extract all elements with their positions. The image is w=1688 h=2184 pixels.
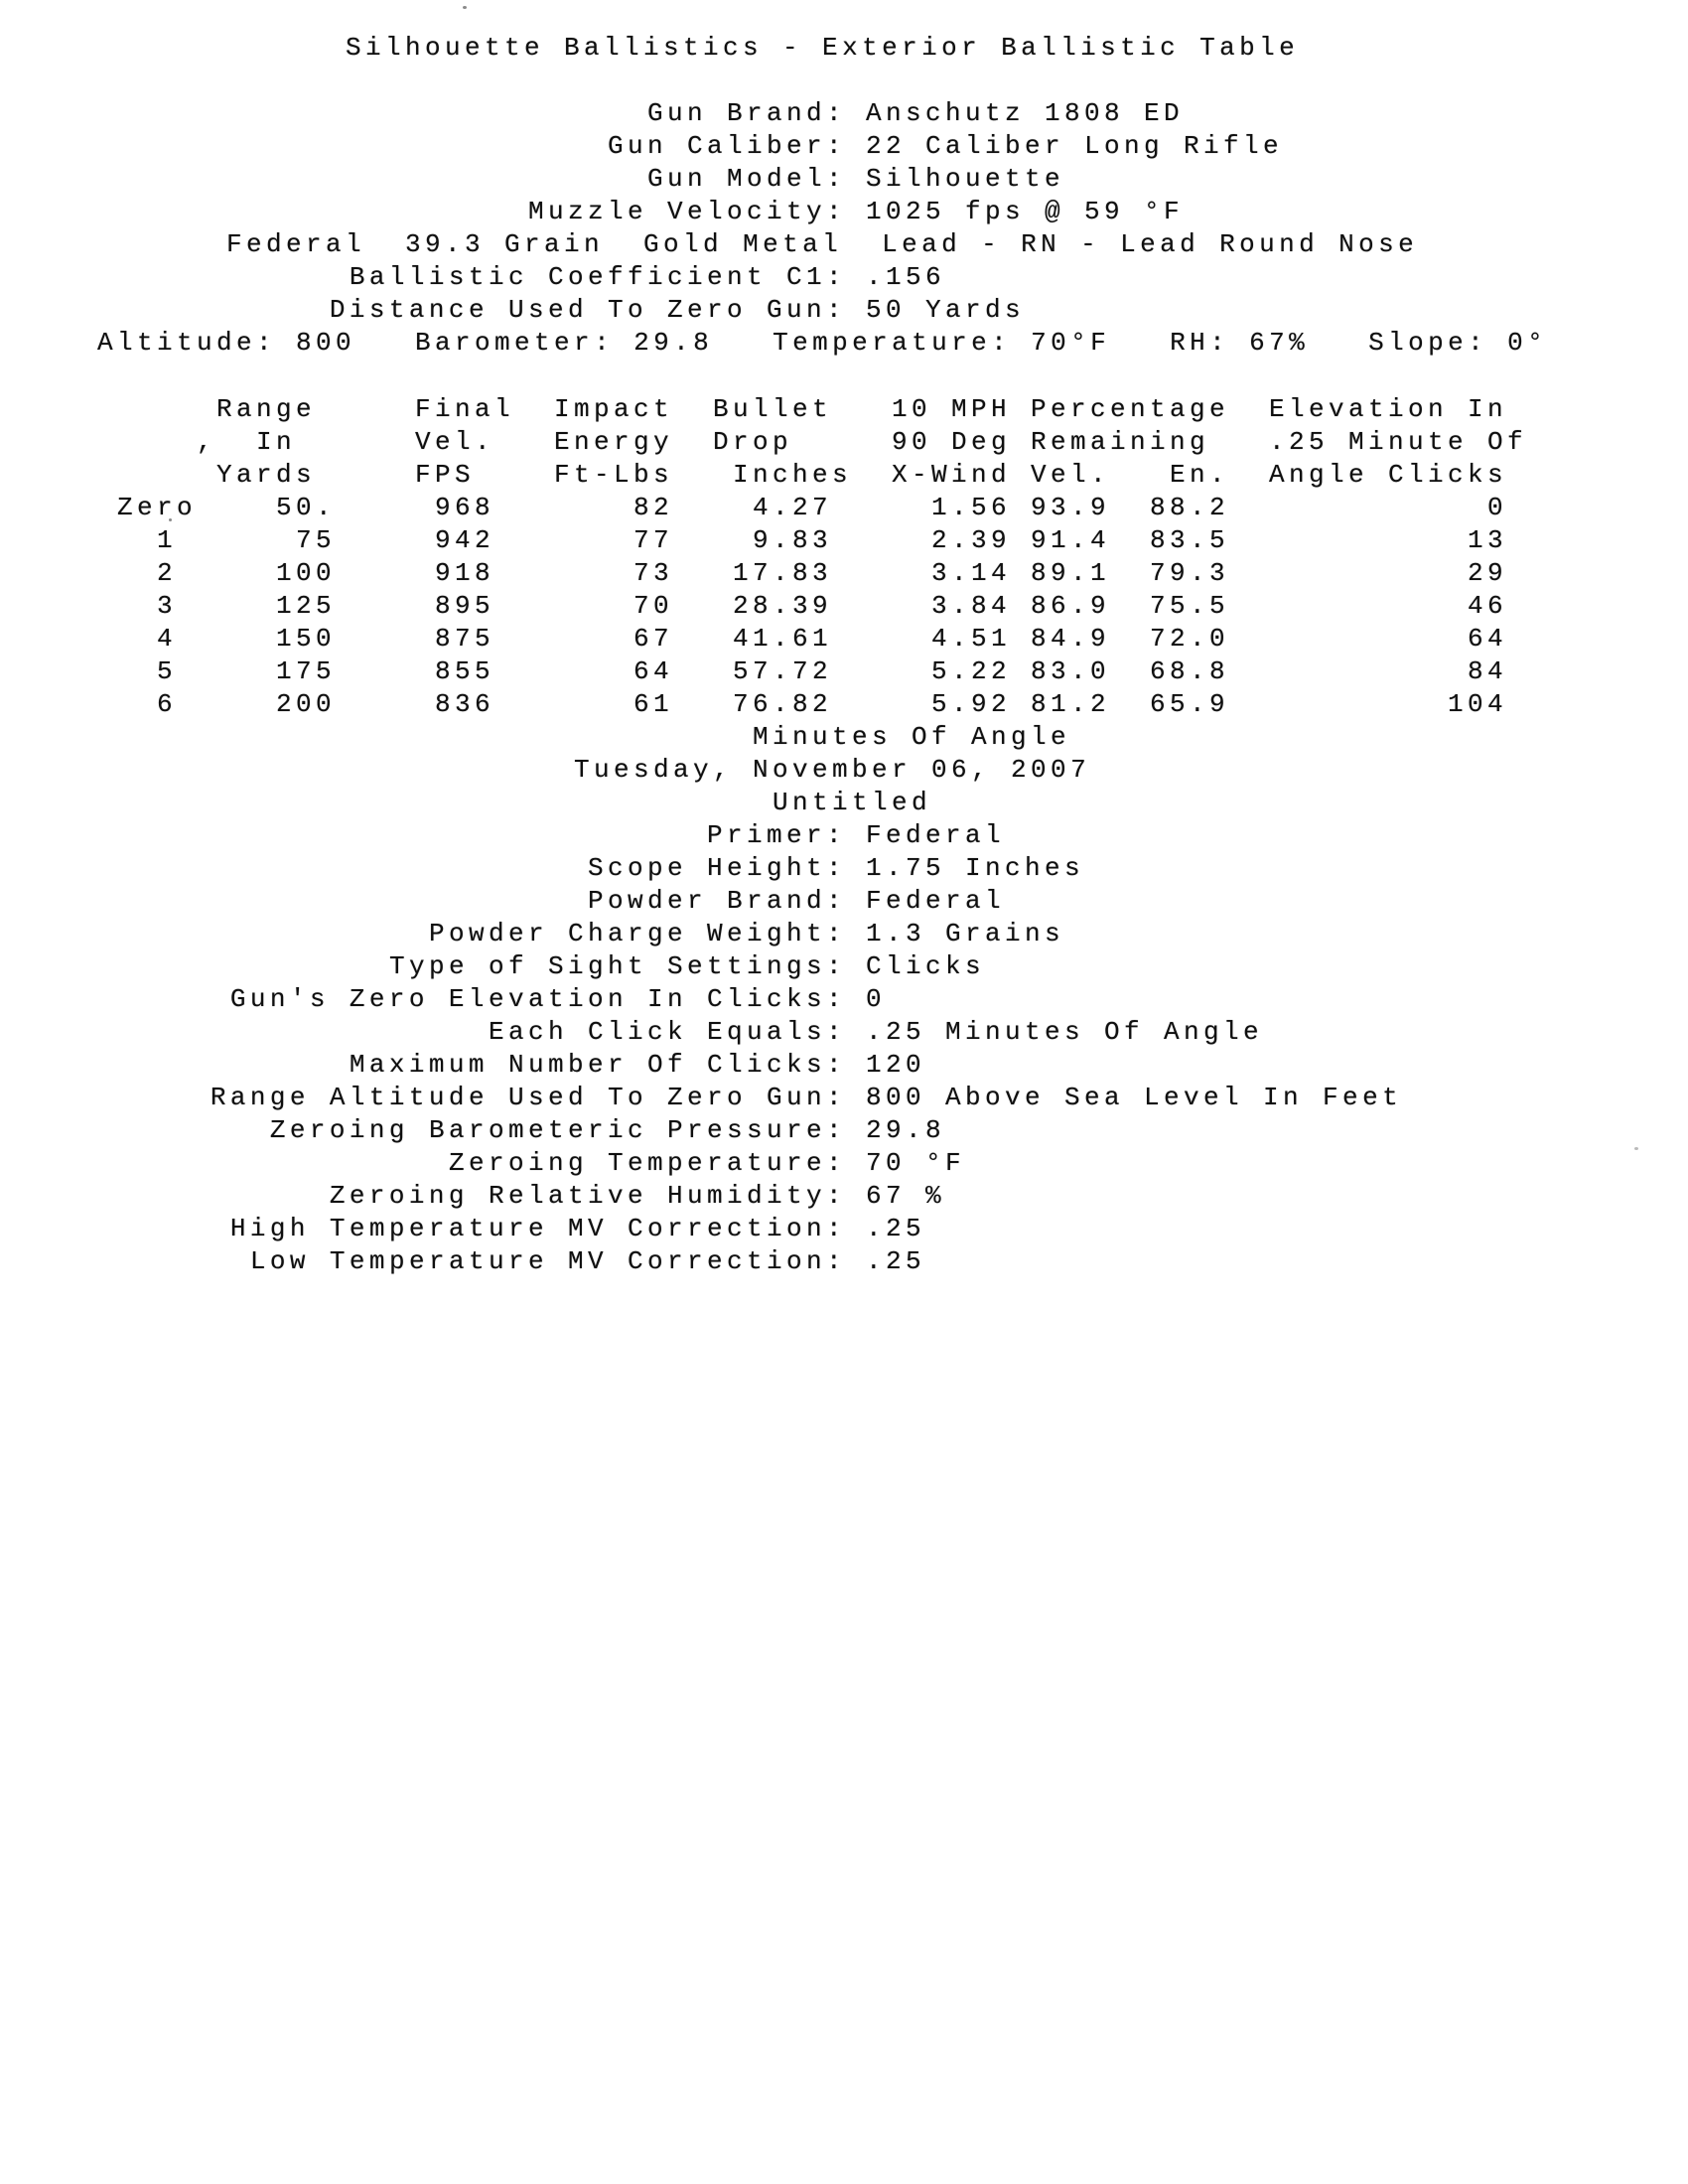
range-cell: 125 bbox=[275, 591, 336, 621]
doc-name: Untitled bbox=[773, 788, 932, 817]
en-pct-cell: 79.3 bbox=[1149, 558, 1229, 588]
col-header-bullet-2: Drop bbox=[713, 427, 793, 457]
detail-label: Low Temperature MV Correction: bbox=[249, 1246, 846, 1276]
vel-pct-cell: 84.9 bbox=[1030, 624, 1110, 654]
final-vel-cell: 968 bbox=[434, 493, 494, 522]
scan-speck bbox=[463, 6, 467, 9]
col-header-fps: FPS bbox=[415, 460, 476, 490]
drop-cell: 76.82 bbox=[732, 689, 832, 719]
col-header-percentage-2: Remaining bbox=[1031, 427, 1210, 457]
moa-note: Minutes Of Angle bbox=[753, 722, 1071, 752]
detail-line-zeroing-temperature bbox=[0, 1147, 1688, 1180]
clicks-cell: 13 bbox=[1467, 525, 1507, 555]
wind-cell: 5.92 bbox=[930, 689, 1011, 719]
col-header-en-pct: En. bbox=[1170, 460, 1230, 490]
detail-line-low-temp-correction bbox=[0, 1245, 1688, 1278]
detail-label: Each Click Equals: bbox=[488, 1017, 846, 1047]
spec-value: 1025 fps @ 59 °F bbox=[866, 197, 1185, 226]
detail-line-scope-height bbox=[0, 852, 1688, 885]
page-title: Silhouette Ballistics - Exterior Ballistic Table bbox=[346, 33, 1300, 63]
detail-value: 67 % bbox=[866, 1181, 946, 1211]
en-pct-cell: 72.0 bbox=[1149, 624, 1229, 654]
bullet-load-line bbox=[0, 228, 1688, 261]
detail-line-high-temp-correction bbox=[0, 1213, 1688, 1245]
table-row bbox=[0, 688, 1688, 721]
energy-cell: 73 bbox=[633, 558, 673, 588]
table-header-row-1 bbox=[0, 393, 1688, 426]
detail-value: Federal bbox=[866, 886, 1006, 916]
final-vel-cell: 918 bbox=[434, 558, 494, 588]
table-row bbox=[0, 655, 1688, 688]
detail-label: Gun's Zero Elevation In Clicks: bbox=[229, 984, 846, 1014]
table-header-row-2 bbox=[0, 426, 1688, 459]
detail-value: 70 °F bbox=[866, 1148, 966, 1178]
vel-pct-cell: 83.0 bbox=[1030, 656, 1110, 686]
zone-cell: 1 bbox=[156, 525, 177, 555]
table-row bbox=[0, 590, 1688, 623]
spec-value: 22 Caliber Long Rifle bbox=[866, 131, 1284, 161]
detail-value: Federal bbox=[866, 820, 1006, 850]
final-vel-cell: 875 bbox=[434, 624, 494, 654]
vel-pct-cell: 91.4 bbox=[1030, 525, 1110, 555]
spec-label: Ballistic Coefficient C1: bbox=[349, 262, 846, 292]
detail-line-click-equals bbox=[0, 1016, 1688, 1049]
spec-label: Gun Caliber: bbox=[607, 131, 846, 161]
doc-name-line bbox=[0, 787, 1688, 819]
energy-cell: 67 bbox=[633, 624, 673, 654]
wind-cell: 3.84 bbox=[930, 591, 1011, 621]
drop-cell: 41.61 bbox=[732, 624, 832, 654]
range-cell: 50. bbox=[275, 493, 336, 522]
spec-label: Gun Brand: bbox=[646, 98, 846, 128]
drop-cell: 4.27 bbox=[752, 493, 832, 522]
range-cell: 175 bbox=[275, 656, 336, 686]
table-row bbox=[0, 492, 1688, 524]
detail-value: 800 Above Sea Level In Feet bbox=[866, 1083, 1403, 1112]
col-header-elevation: Elevation In bbox=[1269, 394, 1508, 424]
zone-cell: 6 bbox=[156, 689, 177, 719]
zone-cell: 2 bbox=[156, 558, 177, 588]
spec-value: .156 bbox=[866, 262, 946, 292]
detail-line-powder-charge bbox=[0, 918, 1688, 950]
spec-value: Silhouette bbox=[866, 164, 1065, 194]
final-vel-cell: 895 bbox=[434, 591, 494, 621]
col-header-impact: Impact bbox=[554, 394, 674, 424]
clicks-cell: 104 bbox=[1447, 689, 1507, 719]
detail-value: .25 bbox=[866, 1214, 926, 1243]
detail-label: Scope Height: bbox=[587, 853, 846, 883]
spec-value: Anschutz 1808 ED bbox=[866, 98, 1185, 128]
range-cell: 150 bbox=[275, 624, 336, 654]
detail-value: 1.75 Inches bbox=[866, 853, 1085, 883]
en-pct-cell: 65.9 bbox=[1149, 689, 1229, 719]
conditions-text: Altitude: 800 Barometer: 29.8 Temperature: 70°F RH: 67% Slope: 0° bbox=[97, 328, 1548, 358]
zone-cell: 5 bbox=[156, 656, 177, 686]
zone-cell: 3 bbox=[156, 591, 177, 621]
detail-line-zeroing-humidity bbox=[0, 1180, 1688, 1213]
col-header-wind: 10 MPH bbox=[892, 394, 1012, 424]
range-cell: 75 bbox=[295, 525, 336, 555]
title-line bbox=[0, 32, 1688, 65]
range-cell: 100 bbox=[275, 558, 336, 588]
detail-label: Type of Sight Settings: bbox=[388, 951, 846, 981]
col-header-xwind: X-Wind bbox=[892, 460, 1012, 490]
en-pct-cell: 83.5 bbox=[1149, 525, 1229, 555]
final-vel-cell: 942 bbox=[434, 525, 494, 555]
wind-cell: 2.39 bbox=[930, 525, 1011, 555]
detail-line-zero-elevation bbox=[0, 983, 1688, 1016]
detail-label: High Temperature MV Correction: bbox=[229, 1214, 846, 1243]
drop-cell: 17.83 bbox=[732, 558, 832, 588]
energy-cell: 61 bbox=[633, 689, 673, 719]
vel-pct-cell: 81.2 bbox=[1030, 689, 1110, 719]
final-vel-cell: 855 bbox=[434, 656, 494, 686]
table-row bbox=[0, 623, 1688, 655]
energy-cell: 82 bbox=[633, 493, 673, 522]
col-header-yards: Yards bbox=[216, 460, 317, 490]
detail-line-sight-settings bbox=[0, 950, 1688, 983]
spec-line-ballistic-coefficient bbox=[0, 261, 1688, 294]
clicks-cell: 84 bbox=[1467, 656, 1507, 686]
drop-cell: 57.72 bbox=[732, 656, 832, 686]
detail-value: 0 bbox=[866, 984, 887, 1014]
detail-line-range-altitude bbox=[0, 1082, 1688, 1114]
col-header-angle-clicks: Angle Clicks bbox=[1269, 460, 1508, 490]
en-pct-cell: 68.8 bbox=[1149, 656, 1229, 686]
detail-line-max-clicks bbox=[0, 1049, 1688, 1082]
spec-line-muzzle-velocity bbox=[0, 196, 1688, 228]
detail-value: 29.8 bbox=[866, 1115, 946, 1145]
col-header-percentage: Percentage bbox=[1031, 394, 1230, 424]
en-pct-cell: 75.5 bbox=[1149, 591, 1229, 621]
energy-cell: 70 bbox=[633, 591, 673, 621]
spec-value: 50 Yards bbox=[866, 295, 1026, 325]
conditions-line bbox=[0, 327, 1688, 360]
date-line bbox=[0, 754, 1688, 787]
wind-cell: 5.22 bbox=[930, 656, 1011, 686]
drop-cell: 28.39 bbox=[732, 591, 832, 621]
clicks-cell: 0 bbox=[1486, 493, 1507, 522]
en-pct-cell: 88.2 bbox=[1149, 493, 1229, 522]
col-header-inches: Inches bbox=[733, 460, 853, 490]
detail-value: Clicks bbox=[866, 951, 986, 981]
drop-cell: 9.83 bbox=[752, 525, 832, 555]
detail-line-zeroing-pressure bbox=[0, 1114, 1688, 1147]
wind-cell: 4.51 bbox=[930, 624, 1011, 654]
wind-cell: 3.14 bbox=[930, 558, 1011, 588]
spec-label: Distance Used To Zero Gun: bbox=[329, 295, 846, 325]
spec-label: Gun Model: bbox=[646, 164, 846, 194]
table-row bbox=[0, 524, 1688, 557]
col-header-vel-pct: Vel. bbox=[1031, 460, 1111, 490]
spec-line-gun-brand bbox=[0, 97, 1688, 130]
vel-pct-cell: 86.9 bbox=[1030, 591, 1110, 621]
col-header-wind-2: 90 Deg bbox=[892, 427, 1012, 457]
detail-label: Primer: bbox=[706, 820, 846, 850]
energy-cell: 64 bbox=[633, 656, 673, 686]
vel-pct-cell: 89.1 bbox=[1030, 558, 1110, 588]
col-header-elevation-2: .25 Minute Of bbox=[1269, 427, 1528, 457]
spec-label: Muzzle Velocity: bbox=[527, 197, 846, 226]
detail-label: Powder Charge Weight: bbox=[428, 919, 846, 948]
col-header-range-2: , In bbox=[197, 427, 297, 457]
detail-value: 120 bbox=[866, 1050, 926, 1080]
bullet-load-text: Federal 39.3 Grain Gold Metal Lead - RN - Lead Round Nose bbox=[226, 229, 1419, 259]
col-header-range: Range bbox=[216, 394, 317, 424]
table-header-row-3 bbox=[0, 459, 1688, 492]
energy-cell: 77 bbox=[633, 525, 673, 555]
detail-value: .25 Minutes Of Angle bbox=[866, 1017, 1264, 1047]
detail-value: .25 bbox=[866, 1246, 926, 1276]
detail-label: Powder Brand: bbox=[587, 886, 846, 916]
table-row bbox=[0, 557, 1688, 590]
detail-label: Zeroing Barometeric Pressure: bbox=[269, 1115, 846, 1145]
detail-value: 1.3 Grains bbox=[866, 919, 1065, 948]
zone-cell: 4 bbox=[156, 624, 177, 654]
moa-note-line bbox=[0, 721, 1688, 754]
report-date: Tuesday, November 06, 2007 bbox=[574, 755, 1091, 785]
col-header-bullet: Bullet bbox=[713, 394, 833, 424]
clicks-cell: 29 bbox=[1467, 558, 1507, 588]
col-header-impact-2: Energy bbox=[554, 427, 674, 457]
detail-line-powder-brand bbox=[0, 885, 1688, 918]
col-header-final: Final bbox=[415, 394, 515, 424]
spec-line-gun-caliber bbox=[0, 130, 1688, 163]
col-header-final-2: Vel. bbox=[415, 427, 495, 457]
detail-label: Zeroing Temperature: bbox=[448, 1148, 846, 1178]
range-cell: 200 bbox=[275, 689, 336, 719]
detail-label: Zeroing Relative Humidity: bbox=[329, 1181, 846, 1211]
clicks-cell: 64 bbox=[1467, 624, 1507, 654]
detail-label: Range Altitude Used To Zero Gun: bbox=[210, 1083, 846, 1112]
col-header-ftlbs: Ft-Lbs bbox=[554, 460, 674, 490]
clicks-cell: 46 bbox=[1467, 591, 1507, 621]
spec-line-gun-model bbox=[0, 163, 1688, 196]
vel-pct-cell: 93.9 bbox=[1030, 493, 1110, 522]
detail-line-primer bbox=[0, 819, 1688, 852]
final-vel-cell: 836 bbox=[434, 689, 494, 719]
detail-label: Maximum Number Of Clicks: bbox=[349, 1050, 846, 1080]
spec-line-zero-distance bbox=[0, 294, 1688, 327]
wind-cell: 1.56 bbox=[930, 493, 1011, 522]
zone-cell: Zero bbox=[117, 493, 198, 522]
